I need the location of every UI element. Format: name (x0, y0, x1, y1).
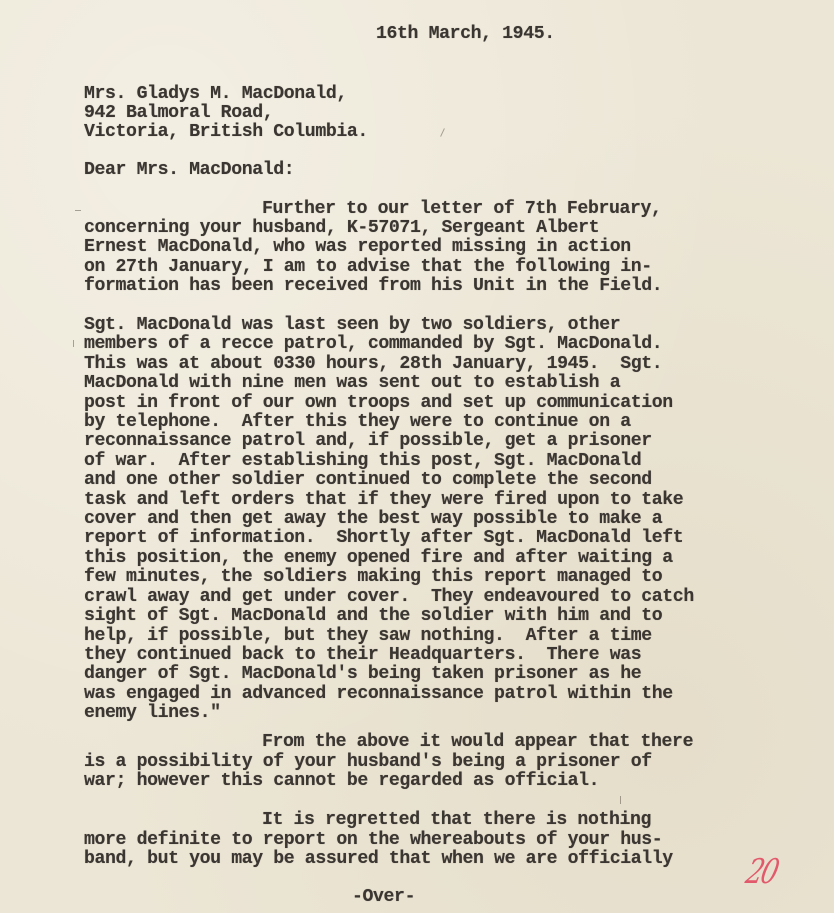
paragraph-line: was engaged in advanced reconnaissance patrol within the (84, 684, 673, 704)
paragraph-line: enemy lines." (84, 703, 221, 723)
paragraph-line: Further to our letter of 7th February, (262, 199, 662, 219)
paragraph-line: of war. After establishing this post, Sgt. MacDonald (84, 451, 642, 471)
recipient-name: Mrs. Gladys M. MacDonald, (84, 84, 347, 104)
paragraph-line: few minutes, the soldiers making this report managed to (84, 567, 663, 587)
paragraph-line: war; however this cannot be regarded as official. (84, 771, 600, 791)
salutation: Dear Mrs. MacDonald: (84, 160, 295, 180)
paragraph-line: and one other soldier continued to complete the second (84, 470, 652, 490)
paragraph-line: on 27th January, I am to advise that the following in- (84, 257, 652, 277)
paper-mark (73, 340, 74, 347)
paragraph-line: more definite to report on the whereabouts of your hus- (84, 830, 663, 850)
paragraph-line: this position, the enemy opened fire and after waiting a (84, 548, 673, 568)
paragraph-line: by telephone. After this they were to continue on a (84, 412, 631, 432)
recipient-city: Victoria, British Columbia. (84, 122, 368, 142)
paragraph-line: members of a recce patrol, commanded by Sgt. MacDonald. (84, 334, 663, 354)
paragraph-line: cover and then get away the best way possible to make a (84, 509, 663, 529)
paragraph-line: post in front of our own troops and set up communication (84, 393, 673, 413)
paper-mark (75, 210, 81, 211)
paragraph-line: task and left orders that if they were fired upon to take (84, 490, 684, 510)
paragraph-line: sight of Sgt. MacDonald and the soldier with him and to (84, 606, 663, 626)
paragraph-line: From the above it would appear that there (262, 732, 694, 752)
paragraph-line: Sgt. MacDonald was last seen by two soldiers, other (84, 315, 621, 335)
paragraph-line: MacDonald with nine men was sent out to establish a (84, 373, 621, 393)
paragraph-line: It is regretted that there is nothing (262, 810, 652, 830)
handwritten-page-number: 20 (742, 852, 782, 892)
paragraph-line: reconnaissance patrol and, if possible, get a prisoner (84, 431, 652, 451)
paragraph-line: formation has been received from his Unit in the Field. (84, 276, 663, 296)
paragraph-line: help, if possible, but they saw nothing. After a time (84, 626, 652, 646)
paragraph-line: they continued back to their Headquarters. There was (84, 645, 642, 665)
continuation-marker: -Over- (352, 887, 416, 907)
paragraph-line: Ernest MacDonald, who was reported missing in action (84, 237, 631, 257)
recipient-street: 942 Balmoral Road, (84, 103, 274, 123)
paper-mark (620, 796, 621, 804)
paragraph-line: concerning your husband, K-57071, Sergeant Albert (84, 218, 600, 238)
paper-mark (440, 128, 445, 137)
paragraph-line: danger of Sgt. MacDonald's being taken prisoner as he (84, 664, 642, 684)
paragraph-line: band, but you may be assured that when we are officially (84, 849, 673, 869)
paragraph-line: report of information. Shortly after Sgt. MacDonald left (84, 528, 684, 548)
paragraph-line: is a possibility of your husband's being a prisoner of (84, 752, 652, 772)
letter-date: 16th March, 1945. (376, 24, 555, 44)
paragraph-line: crawl away and get under cover. They endeavoured to catch (84, 587, 694, 607)
paragraph-line: This was at about 0330 hours, 28th January, 1945. Sgt. (84, 354, 663, 374)
